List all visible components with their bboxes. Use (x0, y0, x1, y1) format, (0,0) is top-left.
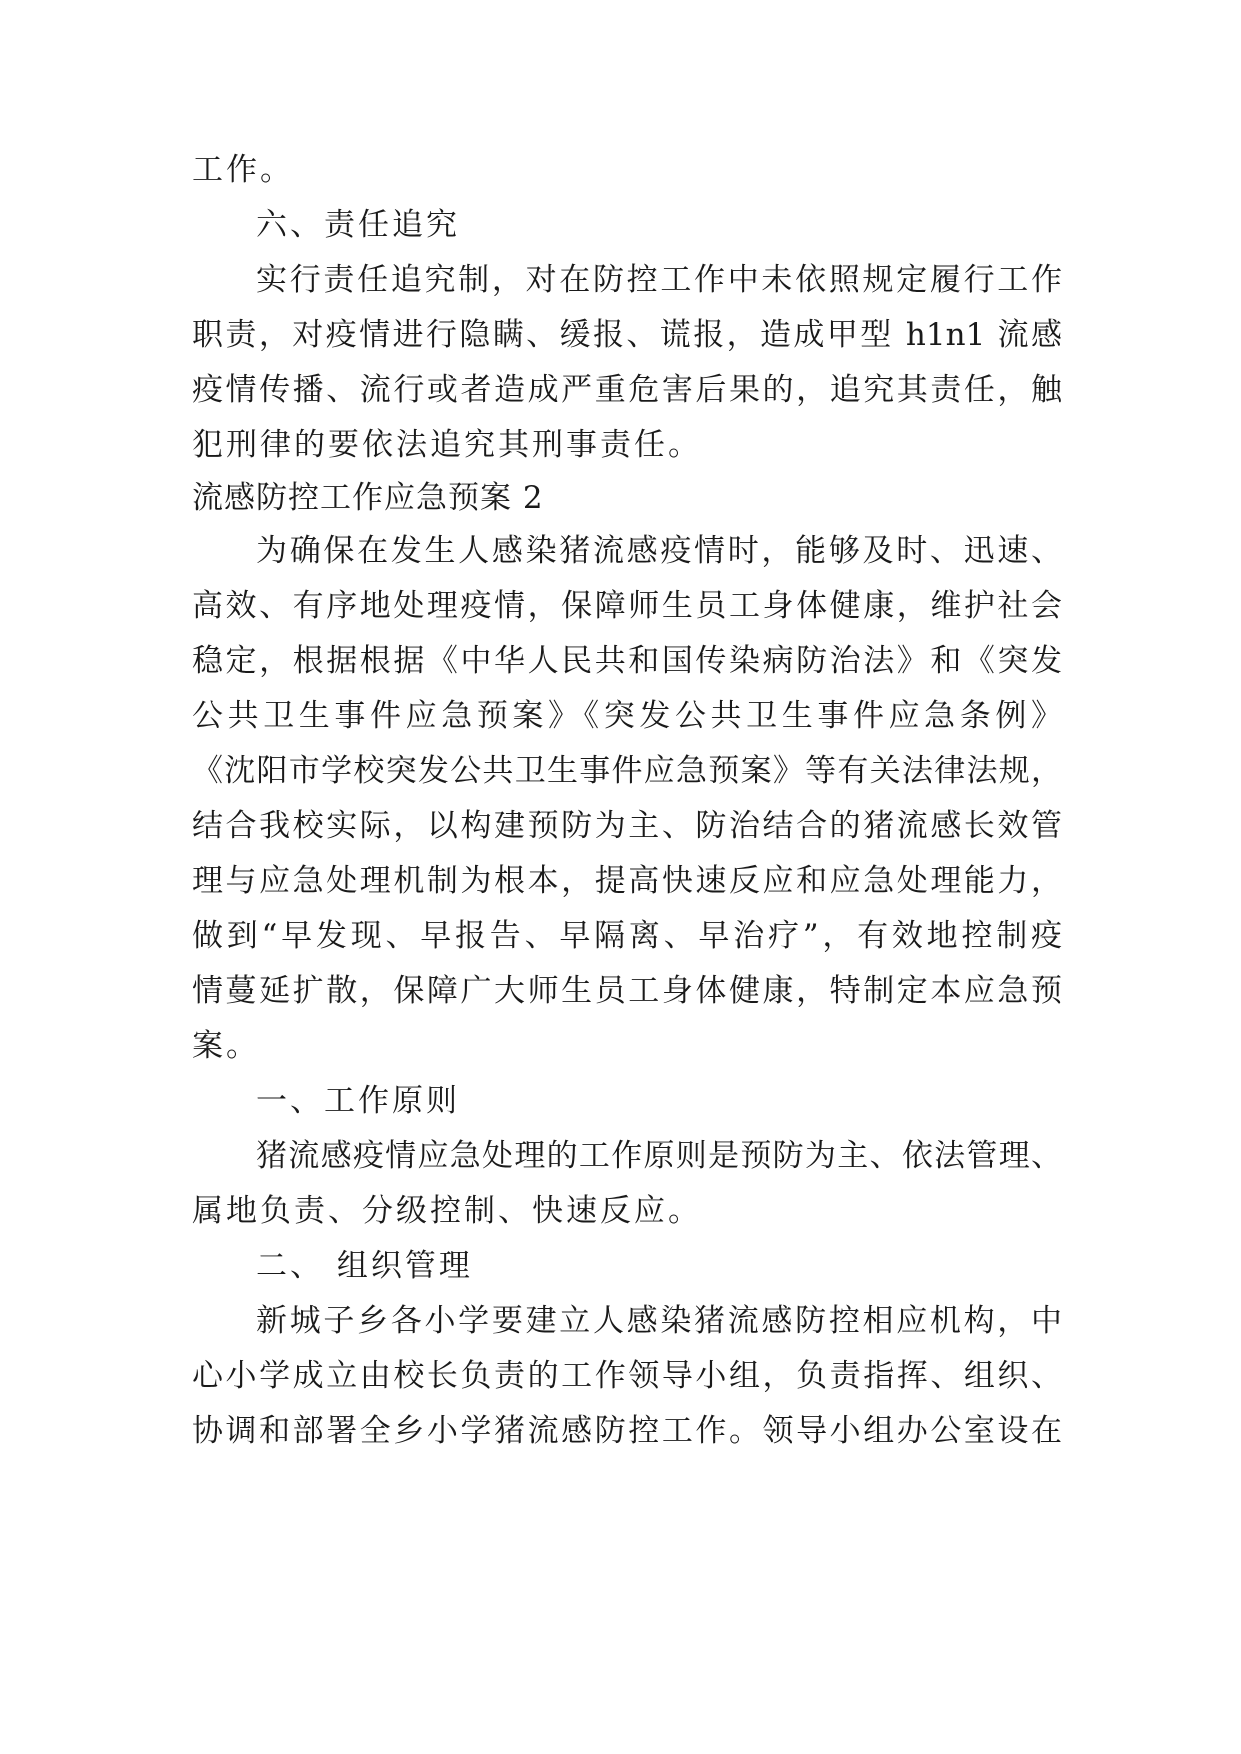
text-line: 稳定，根据根据《中华人民共和国传染病防治法》和《突发 (192, 643, 1062, 679)
text-line: 实行责任追究制，对在防控工作中未依照规定履行工作 (256, 262, 1062, 298)
section-heading: 一、工作原则 (256, 1083, 460, 1119)
section-heading: 六、责任追究 (256, 207, 460, 243)
text-line: 做到“早发现、早报告、早隔离、早治疗”，有效地控制疫 (192, 918, 1062, 954)
text-line: 新城子乡各小学要建立人感染猪流感防控相应机构，中 (256, 1303, 1062, 1339)
text-line: 心小学成立由校长负责的工作领导小组，负责指挥、组织、 (192, 1358, 1062, 1394)
section-heading: 二、 组织管理 (256, 1248, 473, 1284)
text-line: 结合我校实际，以构建预防为主、防治结合的猪流感长效管 (192, 808, 1062, 844)
text-line: 理与应急处理机制为根本，提高快速反应和应急处理能力， (192, 863, 1062, 899)
text-line: 情蔓延扩散，保障广大师生员工身体健康，特制定本应急预 (192, 973, 1062, 1009)
text-line: 疫情传播、流行或者造成严重危害后果的，追究其责任，触 (192, 372, 1062, 408)
text-line: 协调和部署全乡小学猪流感防控工作。领导小组办公室设在 (192, 1413, 1062, 1449)
text-line: 公共卫生事件应急预案》《突发公共卫生事件应急条例》 (192, 698, 1062, 734)
text-line: 案。 (192, 1028, 260, 1064)
text-line: 属地负责、分级控制、快速反应。 (192, 1193, 702, 1229)
text-line: 为确保在发生人感染猪流感疫情时，能够及时、迅速、 (256, 533, 1062, 569)
text-line: 猪流感疫情应急处理的工作原则是预防为主、依法管理、 (256, 1138, 1062, 1174)
text-line: 工作。 (192, 152, 294, 188)
text-line: 犯刑律的要依法追究其刑事责任。 (192, 427, 702, 463)
text-line: 《沈阳市学校突发公共卫生事件应急预案》等有关法律法规， (192, 753, 1062, 789)
text-line: 职责，对疫情进行隐瞒、缓报、谎报，造成甲型 h1n1 流感 (192, 317, 1062, 353)
document-title: 流感防控工作应急预案 2 (192, 480, 544, 516)
text-line: 高效、有序地处理疫情，保障师生员工身体健康，维护社会 (192, 588, 1062, 624)
